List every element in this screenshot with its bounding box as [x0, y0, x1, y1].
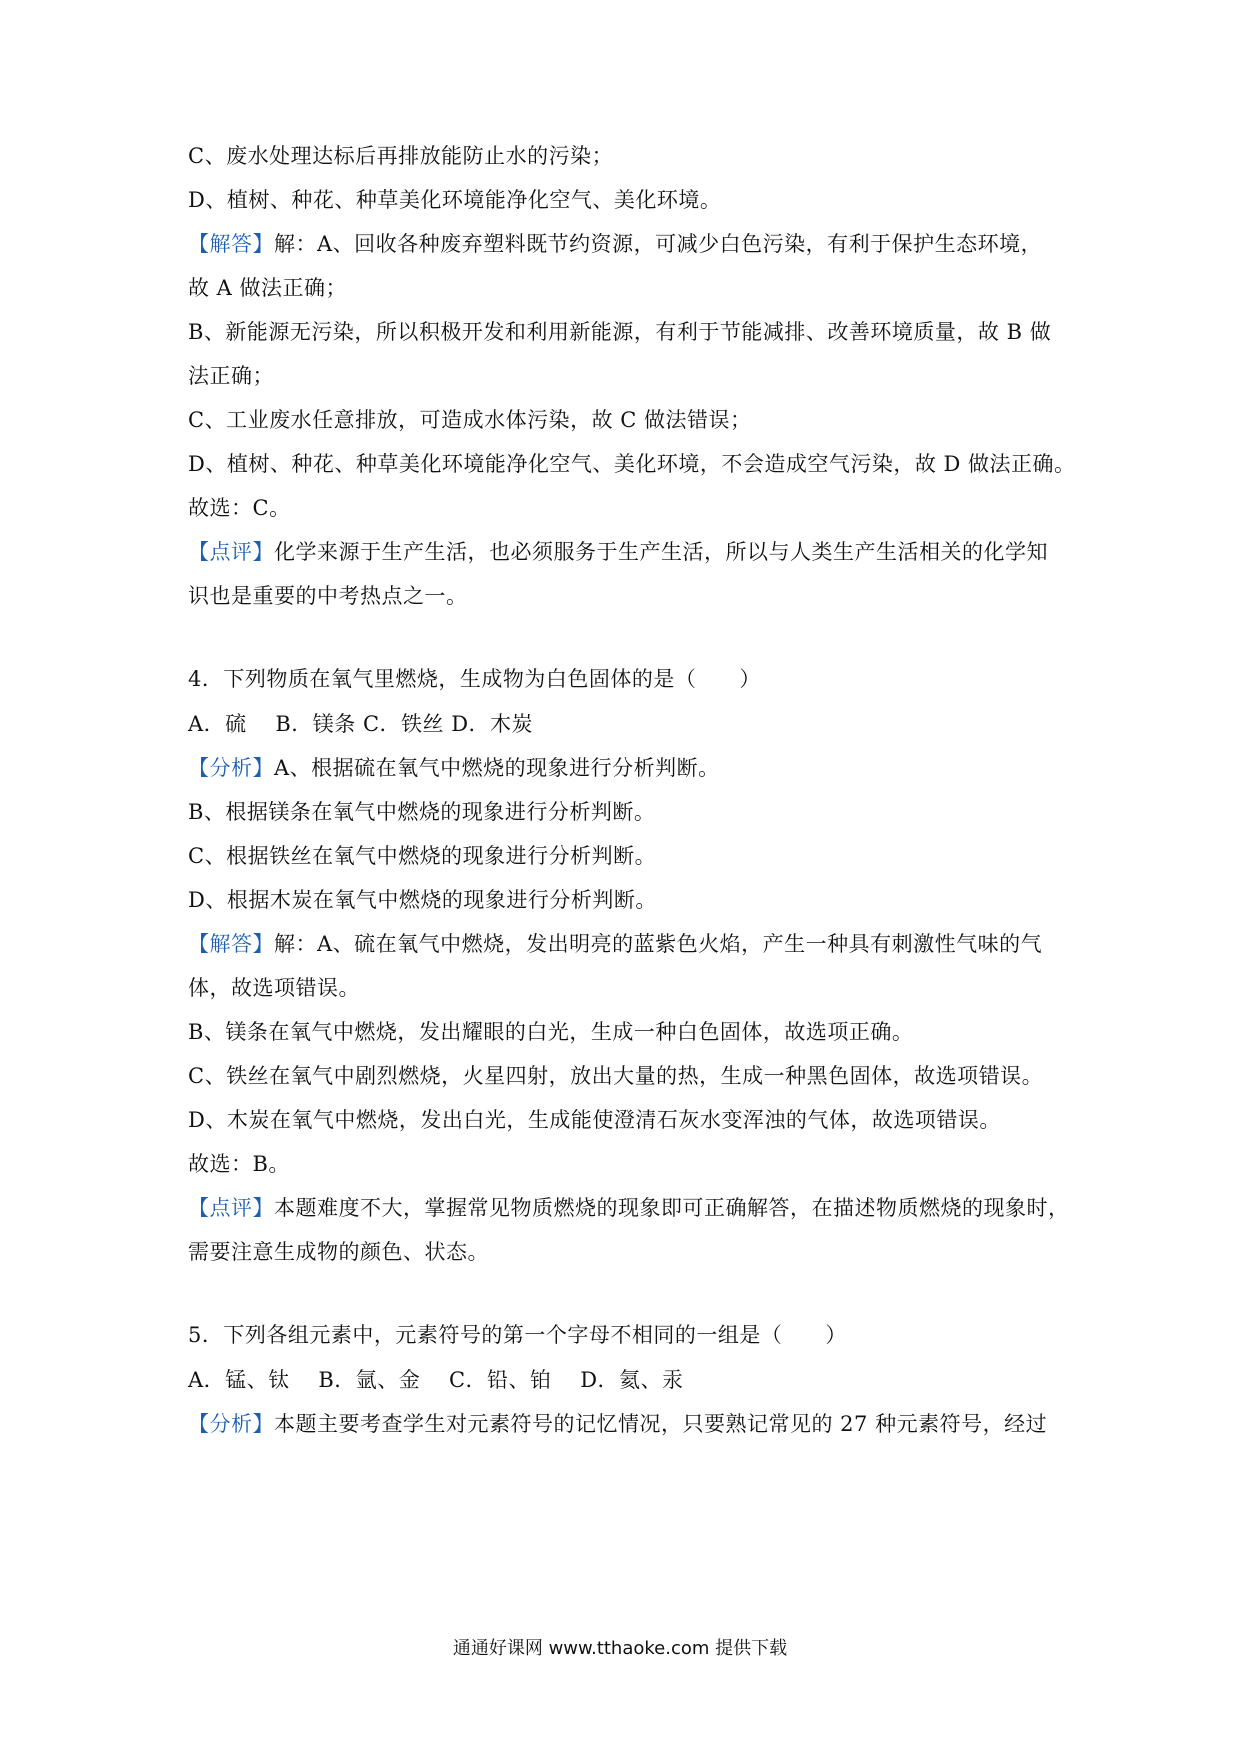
analysis-tag: 【分析】	[188, 756, 274, 780]
review-paragraph	[188, 1194, 1070, 1222]
text-line: 故选：B。	[188, 1152, 290, 1176]
text-line: 故 A 做法正确；	[188, 276, 348, 300]
text-line: B、新能源无污染，所以积极开发和利用新能源，有利于节能减排、改善环境质量，故 B 做	[188, 320, 1052, 344]
analysis-paragraph	[188, 1410, 1047, 1438]
answer-tag: 【解答】	[188, 932, 274, 956]
text-line: 体，故选项错误。	[188, 976, 360, 1000]
text-line: D、植树、种花、种草美化环境能净化空气、美化环境。	[188, 188, 722, 212]
answer-paragraph	[188, 230, 1042, 258]
text-line: 法正确；	[188, 364, 274, 388]
text-line: 解：A、硫在氧气中燃烧，发出明亮的蓝紫色火焰，产生一种具有刺激性气味的气	[274, 932, 1043, 956]
answer-tag: 【解答】	[188, 232, 274, 256]
text-line: 化学来源于生产生活，也必须服务于生产生活，所以与人类生产生活相关的化学知	[274, 540, 1048, 564]
text-line: B、镁条在氧气中燃烧，发出耀眼的白光，生成一种白色固体，故选项正确。	[188, 1020, 914, 1044]
analysis-tag: 【分析】	[188, 1412, 274, 1436]
text-line: B、根据镁条在氧气中燃烧的现象进行分析判断。	[188, 800, 656, 824]
text-line: C、废水处理达标后再排放能防止水的污染；	[188, 144, 614, 168]
text-line: 需要注意生成物的颜色、状态。	[188, 1240, 489, 1264]
review-tag: 【点评】	[188, 1196, 274, 1220]
analysis-paragraph	[188, 754, 720, 782]
text-line: C、铁丝在氧气中剧烈燃烧，火星四射，放出大量的热，生成一种黑色固体，故选项错误。	[188, 1064, 1044, 1088]
question-options: A．硫 B．镁条 C．铁丝 D．木炭	[188, 712, 534, 736]
question-title: 5．下列各组元素中，元素符号的第一个字母不相同的一组是（ ）	[188, 1323, 847, 1347]
text-line: 本题主要考查学生对元素符号的记忆情况，只要熟记常见的 27 种元素符号，经过	[274, 1412, 1048, 1436]
text-line: 故选：C。	[188, 496, 291, 520]
text-line: 解：A、回收各种废弃塑料既节约资源，可减少白色污染，有利于保护生态环境，	[274, 232, 1043, 256]
review-tag: 【点评】	[188, 540, 274, 564]
text-line: C、根据铁丝在氧气中燃烧的现象进行分析判断。	[188, 844, 657, 868]
page-footer: 通通好课网 www.tthaoke.com 提供下载	[452, 1638, 788, 1659]
text-line: D、根据木炭在氧气中燃烧的现象进行分析判断。	[188, 888, 657, 912]
text-line: 本题难度不大，掌握常见物质燃烧的现象即可正确解答，在描述物质燃烧的现象时，	[274, 1196, 1070, 1220]
answer-paragraph	[188, 930, 1042, 958]
text-line: A、根据硫在氧气中燃烧的现象进行分析判断。	[274, 756, 720, 780]
text-line: D、木炭在氧气中燃烧，发出白光，生成能使澄清石灰水变浑浊的气体，故选项错误。	[188, 1108, 1001, 1132]
text-line: D、植树、种花、种草美化环境能净化空气、美化环境，不会造成空气污染，故 D 做法正确。	[188, 452, 1076, 476]
text-line: C、工业废水任意排放，可造成水体污染，故 C 做法错误；	[188, 408, 752, 432]
text-line: 识也是重要的中考热点之一。	[188, 584, 468, 608]
question-options: A．锰、钛 B．氩、金 C．铅、铂 D．氦、汞	[188, 1368, 684, 1392]
question-title: 4．下列物质在氧气里燃烧，生成物为白色固体的是（ ）	[188, 667, 761, 691]
review-paragraph	[188, 538, 1048, 566]
